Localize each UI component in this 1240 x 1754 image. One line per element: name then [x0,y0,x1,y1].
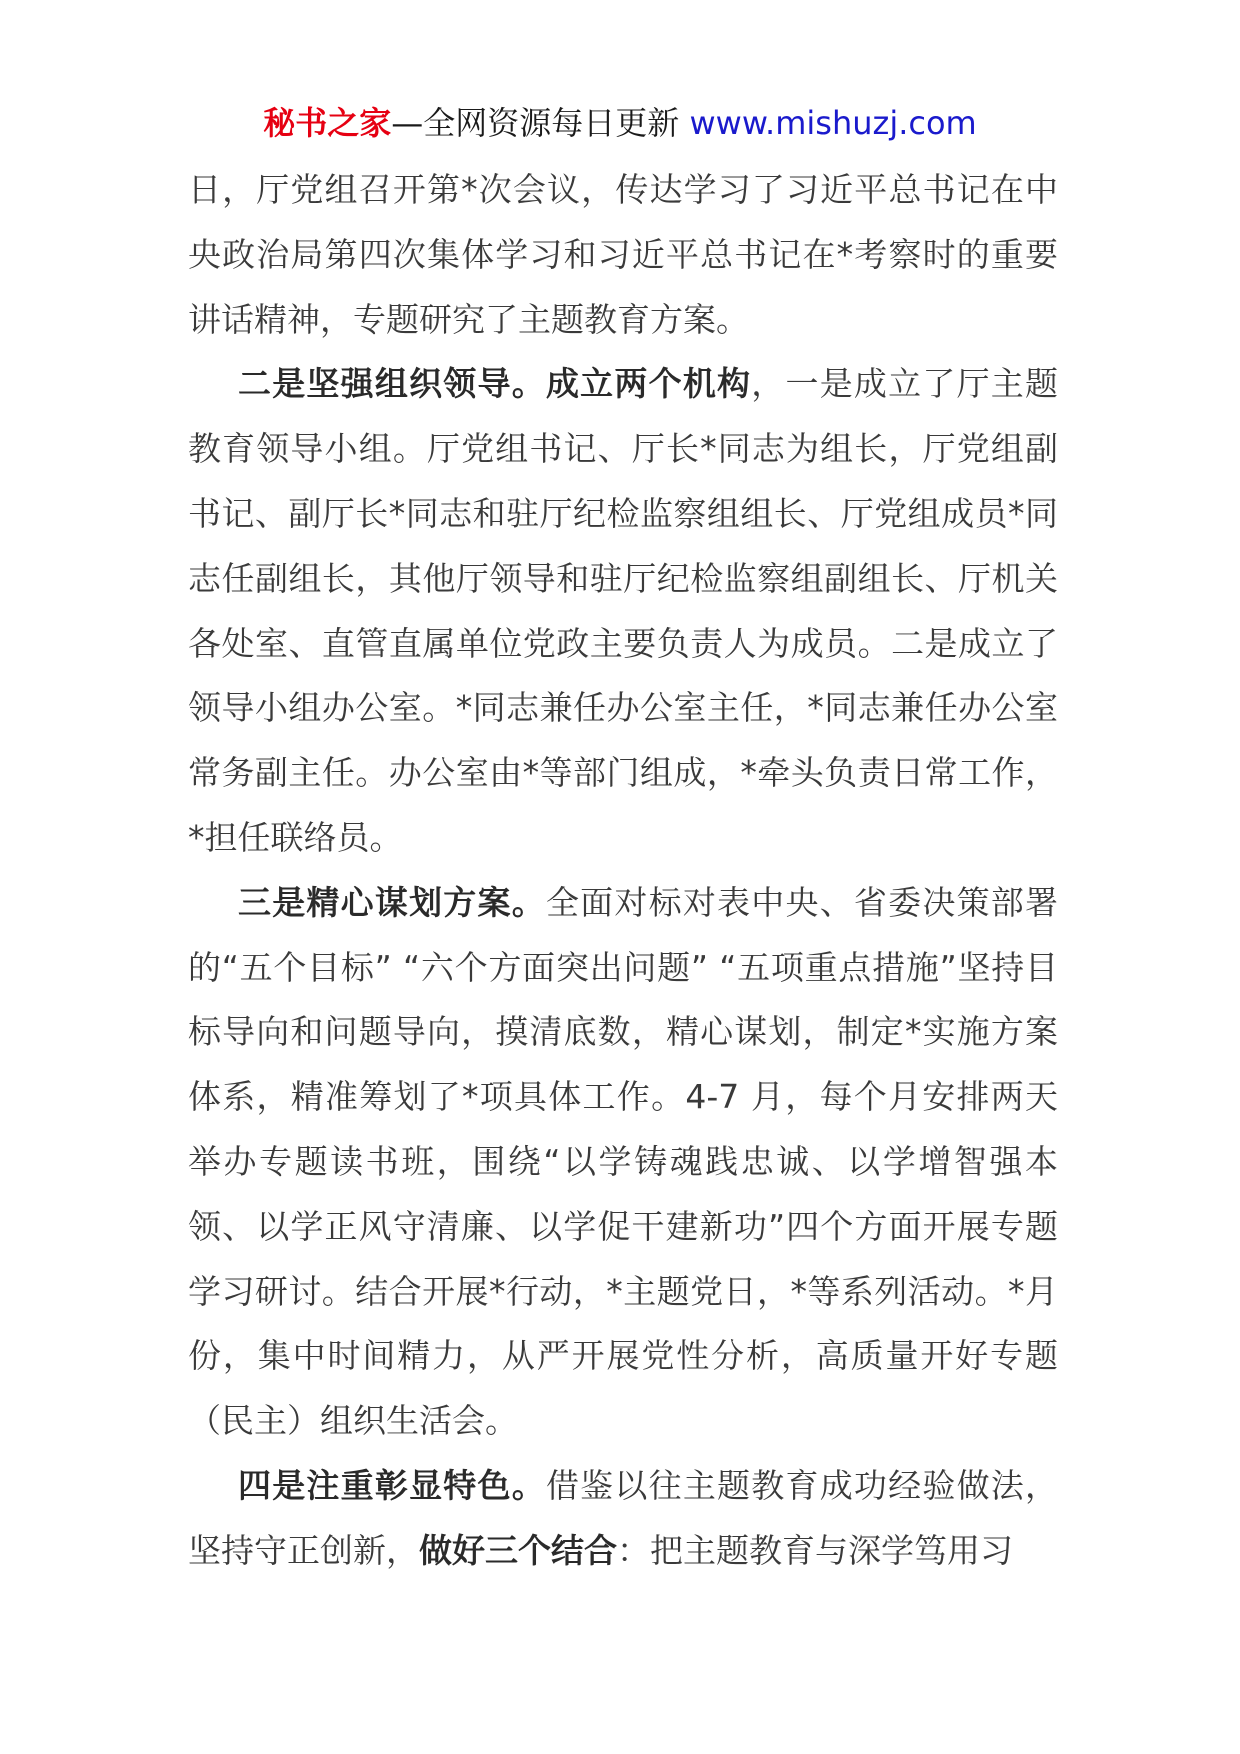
page-header [0,98,1240,148]
site-slogan: —全网资源每日更新 [391,104,690,142]
paragraph-heading: 三是精心谋划方案。 [238,882,546,922]
paragraph [188,871,1058,1454]
paragraph-text: 全面对标对表中央、省委决策部署的“五个目标” “六个方面突出问题” “五项重点措施”坚持目标导向和问题导向，摸清底数，精心谋划，制定*实施方案体系，精准筹划了*项具体工作。4-7 月，每个月安排两天举办专题读书班，围绕“以学铸魂践忠诚、以学增智强本领、以学正风守清廉、以学促干建新功”四个方面开展专题学习研讨。结合开展*行动，*主题党日，*等系列活动。*月份，集中时间精力，从严开展党性分析，高质量开好专题（民主）组织生活会。 [188,882,1059,1441]
paragraph-text: ：把主题教育与深学笃用习 [617,1530,1013,1570]
paragraph-text: 日，厅党组召开第*次会议，传达学习了习近平总书记在中央政治局第四次集体学习和习近平总书记在*考察时的重要讲话精神，专题研究了主题教育方案。 [188,170,1058,339]
site-brand: 秘书之家 [263,104,392,142]
paragraph-text: ，一是成立了厅主题教育领导小组。厅党组书记、厅长*同志为组长，厅党组副书记、副厅长*同志和驻厅纪检监察组组长、厅党组成员*同志任副组长，其他厅领导和驻厅纪检监察组副组长、厅机关各处室、直管直属单位党政主要负责人为成员。二是成立了领导小组办公室。*同志兼任办公室主任，*同志兼任办公室常务副主任。办公室由*等部门组成，*牵头负责日常工作，*担任联络员。 [188,364,1059,857]
paragraph [188,158,1058,352]
paragraph-emphasis: 做好三个结合 [419,1530,617,1570]
site-url-link[interactable]: www.mishuzj.com [689,104,977,142]
paragraph [188,352,1058,870]
paragraph [188,1454,1058,1584]
paragraph-heading: 四是注重彰显特色。 [238,1465,546,1505]
paragraph-heading: 二是坚强组织领导。成立两个机构 [238,364,752,404]
document-body [188,158,1058,1584]
paragraph-text: 借鉴以往主题教育成功经验做法，坚持守正创新， [188,1465,1059,1570]
